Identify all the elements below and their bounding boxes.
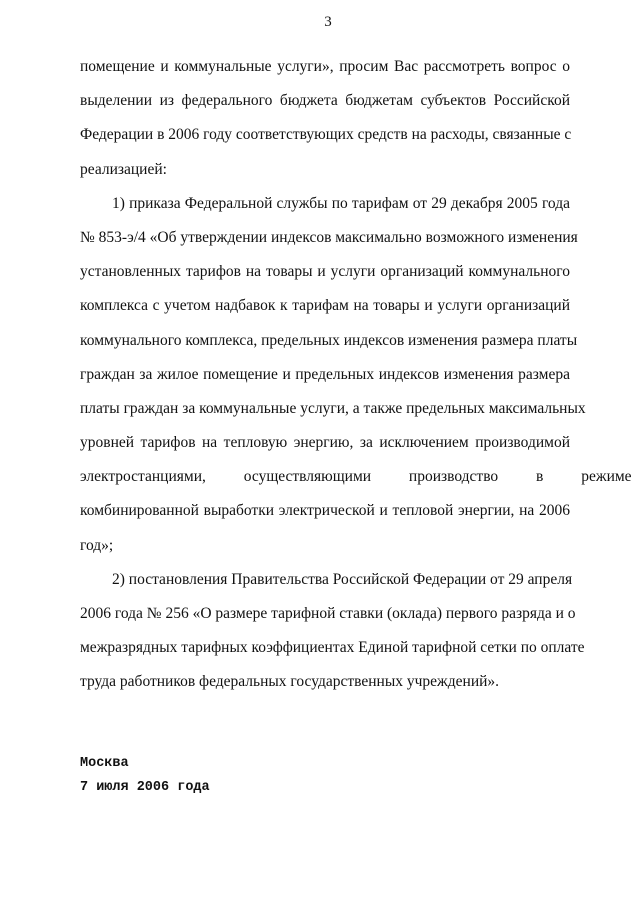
list-item-1-line: коммунального комплекса, предельных индексов изменения размера платы — [80, 331, 578, 349]
list-item-2-line: межразрядных тарифных коэффициентах Единой тарифной сетки по оплате — [80, 639, 585, 657]
list-item-1-line: граждан за жилое помещение и предельных индексов изменения размера — [80, 365, 570, 383]
list-item-1-line: платы граждан за коммунальные услуги, а также предельных максимальных — [80, 399, 586, 417]
list-item-1-line: 1) приказа Федеральной службы по тарифам от 29 декабря 2005 года — [112, 194, 570, 212]
body-line: помещение и коммунальные услуги», просим Вас рассмотреть вопрос о — [80, 58, 570, 75]
letter-body — [80, 50, 632, 700]
list-item-1-line: электростанциями, осуществляющими производство в режиме — [80, 468, 632, 486]
list-item-1-line: комплекса с учетом надбавок к тарифам на товары и услуги организаций — [80, 297, 570, 315]
list-item-1-line: год»; — [80, 536, 114, 554]
body-line: реализацией: — [80, 160, 167, 178]
body-line: выделении из федерального бюджета бюджетам субъектов Российской — [80, 92, 570, 110]
list-item-1-line: № 853-э/4 «Об утверждении индексов максимально возможного изменения — [80, 228, 578, 246]
body-line: Федерации в 2006 году соответствующих средств на расходы, связанные с — [80, 126, 572, 144]
page-number: 3 — [324, 14, 332, 30]
list-item-1-line: установленных тарифов на товары и услуги организаций коммунального — [80, 263, 570, 281]
list-item-2-line: 2006 года № 256 «О размере тарифной ставки (оклада) первого разряда и о — [80, 605, 576, 622]
signature-block — [80, 752, 210, 800]
list-item-2-line: 2) постановления Правительства Российской Федерации от 29 апреля — [112, 570, 573, 588]
list-item-1-line: уровней тарифов на тепловую энергию, за исключением производимой — [80, 434, 570, 452]
list-item-2-line: труда работников федеральных государственных учреждений». — [80, 673, 500, 691]
signature-date: 7 июля 2006 года — [80, 780, 210, 795]
list-item-1-line: комбинированной выработки электрической и тепловой энергии, на 2006 — [80, 502, 570, 520]
signature-city: Москва — [80, 756, 129, 771]
